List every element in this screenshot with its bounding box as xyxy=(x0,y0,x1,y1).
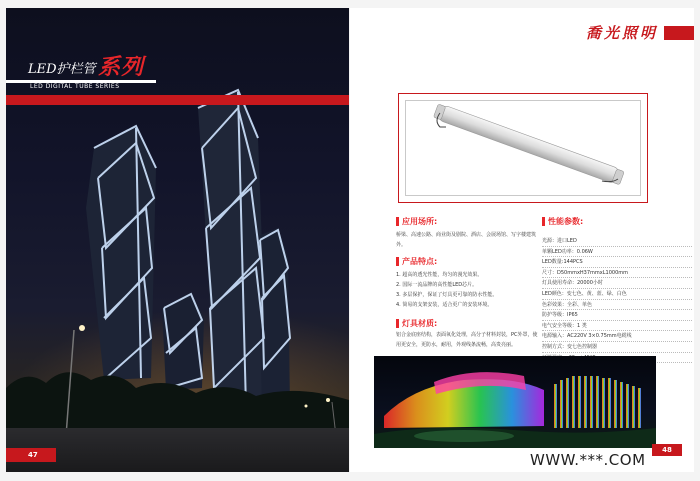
spec-item: 防护等级：IP65 xyxy=(542,310,692,321)
spec-item: 光源：进口LED xyxy=(542,236,692,247)
spec-item: 尺寸：D50mmxH37mmxL1000mm xyxy=(542,268,692,279)
spec-item: 单颗LED功率：0.06W xyxy=(542,247,692,258)
page-number-left: 47 xyxy=(6,448,56,462)
application-photo xyxy=(374,356,656,448)
material-title: 灯具材质: xyxy=(402,319,438,328)
features-list xyxy=(396,270,536,310)
brand-accent-bar xyxy=(664,26,694,40)
watermark: WWW.***.COM xyxy=(530,451,646,469)
feature-item: 3. 多层保护，保证了灯具更可靠的防水性能。 xyxy=(396,292,498,298)
left-page xyxy=(6,8,349,472)
features-title: 产品特点: xyxy=(402,257,438,266)
specs-title: 性能参数: xyxy=(548,217,584,226)
colorful-building-illustration xyxy=(374,356,656,448)
product-image-frame xyxy=(398,93,648,203)
led-tube-image xyxy=(406,101,642,197)
feature-item: 2. 国际一流品牌的高性能LED芯片。 xyxy=(396,282,478,288)
application-title: 应用场所: xyxy=(402,217,438,226)
feature-item: 1. 超高的透光性能，均匀的漫光效果。 xyxy=(396,272,483,278)
page-number-right: 48 xyxy=(652,444,682,456)
spec-item: LED颜色：变七色、黄、蓝、绿、白色 xyxy=(542,289,692,300)
feature-item: 4. 简易的支架安装，适合更广的安装环境。 xyxy=(396,302,493,308)
title-subtitle: LED DIGITAL TUBE SERIES xyxy=(30,83,120,90)
street xyxy=(6,428,349,472)
spec-item: 控制方式：变七色控制器 xyxy=(542,342,692,353)
spec-item: LED数量:144PCS xyxy=(542,257,692,268)
specs-list xyxy=(542,236,692,363)
right-page xyxy=(350,8,694,472)
title-led: LED护栏管 xyxy=(28,62,96,77)
application-text: 桥梁、高速公路、商业街及剧院、酒店、会展场馆、写字楼建筑外。 xyxy=(396,232,537,248)
material-text: 铝合金底座结构，表面氧化处理，高分子材料封装，PC外罩，使用更安全，更防水，耐用，外观线条流畅，高贵亮丽。 xyxy=(396,332,538,348)
spec-item: 电气安全等级：1 类 xyxy=(542,321,692,332)
title-series: 系列 xyxy=(98,54,145,80)
red-band xyxy=(6,95,349,105)
spec-item: 色彩效果：全彩、单色 xyxy=(542,300,692,311)
spec-item: 灯具使用寿命：20000小时 xyxy=(542,278,692,289)
spec-item: 电源输入：AC220V 3×0.75mm电缆线 xyxy=(542,331,692,342)
brand-name: 喬光照明 xyxy=(585,24,658,42)
